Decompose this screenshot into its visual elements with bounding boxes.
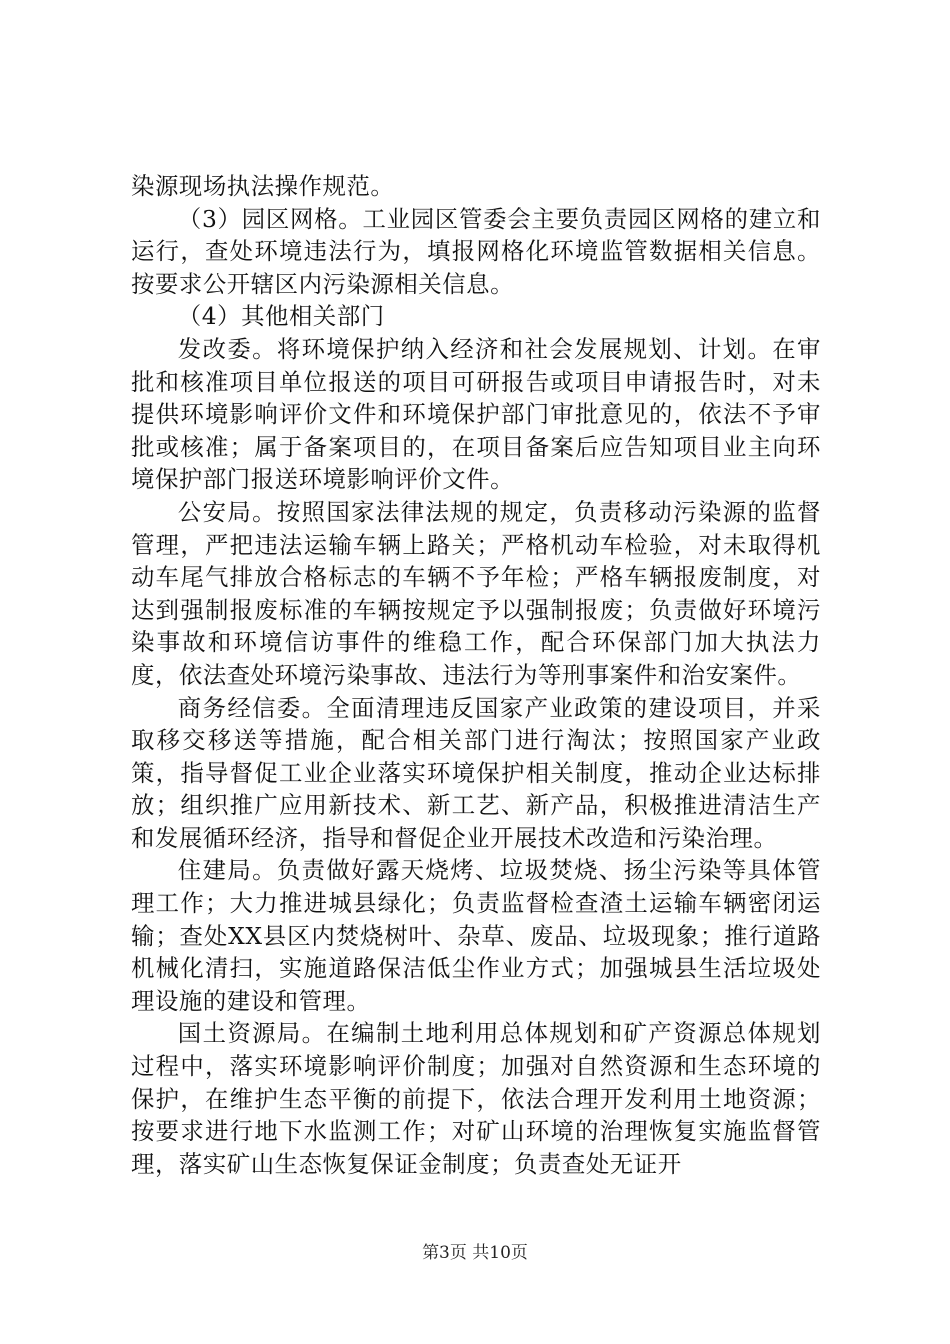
paragraph-development-reform: 发改委。将环境保护纳入经济和社会发展规划、计划。在审批和核准项目单位报送的项目可研报告或项目申请报告时，对未提供环境影响评价文件和环境保护部门审批意见的，依法不予审批或核准；属于备案项目的，在项目备案后应告知项目业主向环境保护部门报送环境影响评价文件。 (131, 334, 821, 494)
paragraph-land-resources: 国土资源局。在编制土地利用总体规划和矿产资源总体规划过程中，落实环境影响评价制度；加强对自然资源和生态环境的保护，在维护生态平衡的前提下，依法合理开发利用土地资源；按要求进行地下水监测工作；对矿山环境的治理恢复实施监督管理，落实矿山生态恢复保证金制度；负责查处无证开 (131, 1019, 821, 1178)
document-body (131, 170, 821, 1180)
paragraph-other-departments-heading: （4）其他相关部门 (177, 302, 385, 331)
paragraph-commerce-economy: 商务经信委。全面清理违反国家产业政策的建设项目，并采取移交移送等措施，配合相关部门进行淘汰；按照国家产业政策，指导督促工业企业落实环境保护相关制度，推动企业达标排放；组织推广应用新技术、新工艺、新产品，积极推进清洁生产和发展循环经济，指导和督促企业开展技术改造和污染治理。 (131, 693, 821, 852)
paragraph-public-security: 公安局。按照国家法律法规的规定，负责移动污染源的监督管理，严把违法运输车辆上路关；严格机动车检验，对未取得机动车尾气排放合格标志的车辆不予年检；严格车辆报废制度，对达到强制报废标准的车辆按规定予以强制报废；负责做好环境污染事故和环境信访事件的维稳工作，配合环保部门加大执法力度，依法查处环境污染事故、违法行为等刑事案件和治安案件。 (131, 497, 821, 689)
page-number-footer: 第3页 共10页 (422, 1243, 528, 1263)
paragraph-park-grid: （3）园区网格。工业园区管委会主要负责园区网格的建立和运行，查处环境违法行为，填报网格化环境监管数据相关信息。按要求公开辖区内污染源相关信息。 (131, 204, 821, 298)
paragraph-housing-construction: 住建局。负责做好露天烧烤、垃圾焚烧、扬尘污染等具体管理工作；大力推进城县绿化；负责监督检查渣土运输车辆密闭运输；查处XX县区内焚烧树叶、杂草、废品、垃圾现象；推行道路机械化清扫，实施道路保洁低尘作业方式；加强城县生活垃圾处理设施的建设和管理。 (131, 856, 821, 1015)
paragraph-continuation: 染源现场执法操作规范。 (131, 172, 395, 200)
